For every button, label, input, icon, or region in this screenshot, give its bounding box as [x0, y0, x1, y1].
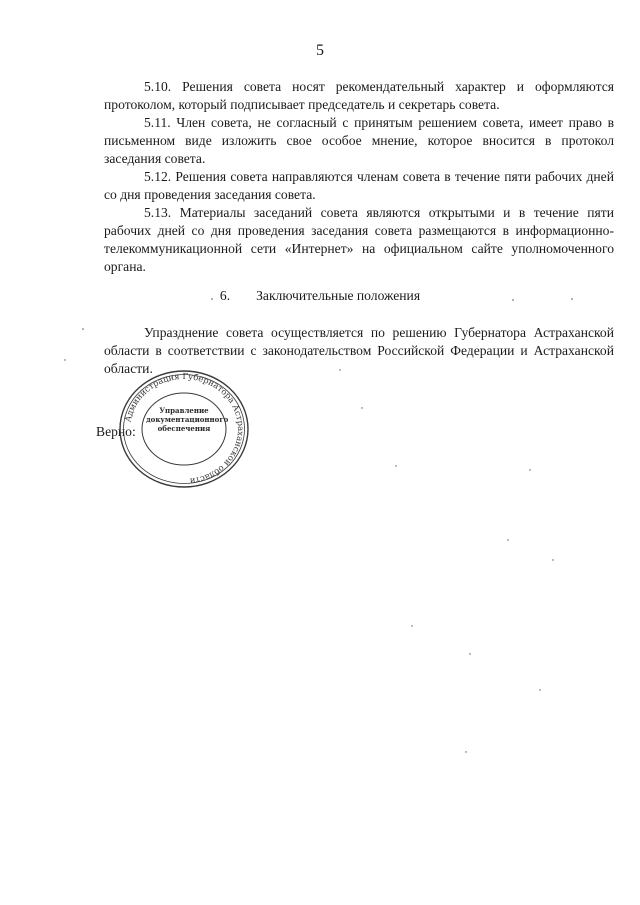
verno-label: Верно: [96, 424, 136, 439]
section-6-heading [0, 288, 640, 304]
paragraph-5-10: 5.10. Решения совета носят рекомендательный характер и оформляются протоколом, который подписывает председатель и секретарь совета. [104, 79, 614, 112]
paragraph-5-12: 5.12. Решения совета направляются членам совета в течение пяти рабочих дней со дня проведения заседания совета. [104, 169, 614, 202]
paragraph-5-11: 5.11. Член совета, не согласный с принятым решением совета, имеет право в письменном виде изложить свое особое мнение, которое вносится в протокол заседания совета. [104, 115, 614, 166]
section-5-body [104, 78, 614, 276]
stamp-line-2: документационного [146, 415, 229, 424]
section-number: 6. [219, 288, 231, 303]
stamp-line-1: Управление [159, 406, 209, 415]
closing-paragraph: Упразднение совета осуществляется по решению Губернатора Астраханской области в соответствии с законодательством Российской Федерации и Астраханской области. [104, 325, 614, 376]
stamp-ring-text: Администрация Губернатора Астраханской области [122, 370, 247, 487]
section-title: Заключительные положения [256, 288, 421, 303]
paragraph-5-13: 5.13. Материалы заседаний совета являются открытыми и в течение пяти рабочих дней со дня проведения заседания совета размещаются в информационно-телекоммуникационной сети «Интернет» на официальном сайте уполномоченного органа. [104, 205, 614, 274]
stamp-line-3: обеспечения [157, 424, 211, 433]
stamp-inner-text [146, 406, 229, 433]
official-stamp [116, 368, 252, 490]
page-number: 5 [316, 42, 324, 59]
